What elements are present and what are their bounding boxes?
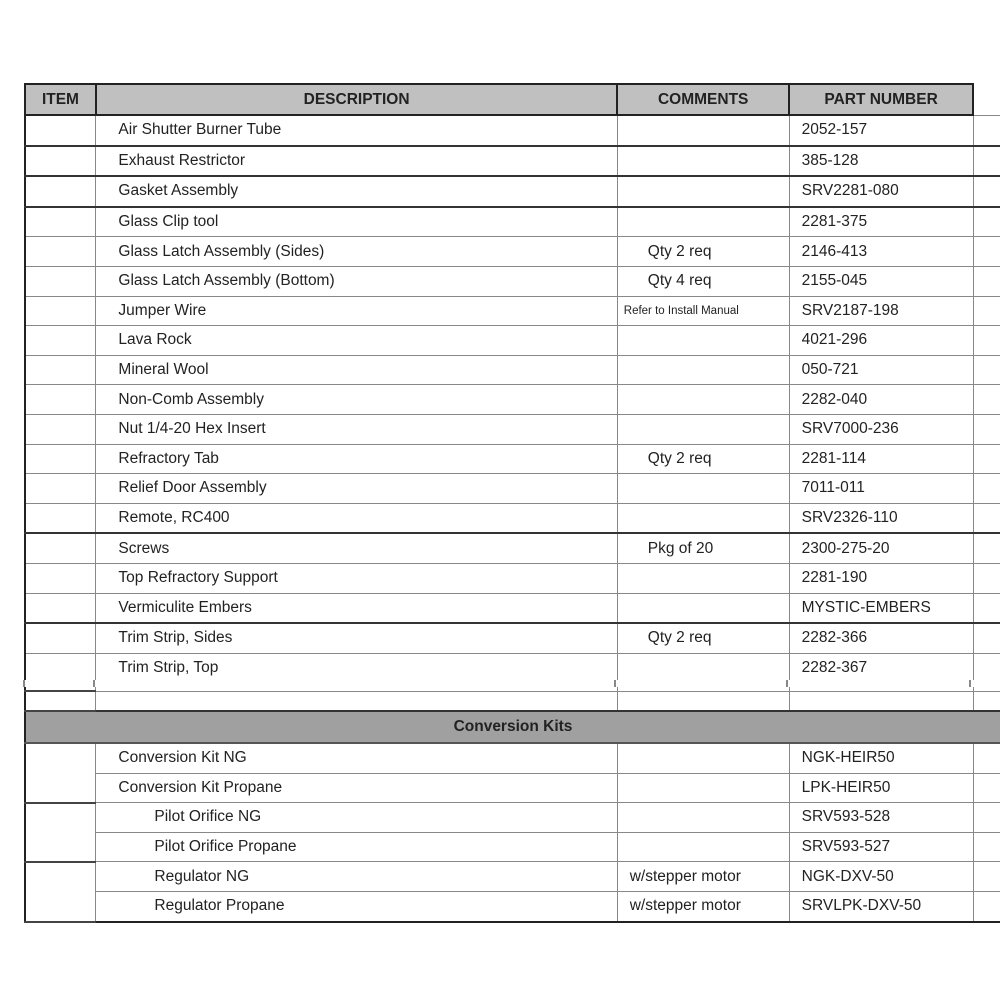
comments-cell — [617, 503, 789, 533]
description-cell: Vermiculite Embers — [96, 593, 617, 623]
description-cell: Screws — [96, 533, 617, 563]
table-row — [25, 444, 1000, 474]
description-cell: Jumper Wire — [96, 296, 617, 326]
table-break-tick — [786, 680, 788, 687]
table-row — [25, 385, 1000, 415]
kit-part-number-cell: SRV593-527 — [789, 832, 973, 862]
table-row — [25, 355, 1000, 385]
kit-comments-cell — [617, 773, 789, 803]
kit-comments-cell: w/stepper motor — [617, 862, 789, 892]
extra-cell — [973, 355, 1000, 385]
kit-item-cell — [25, 743, 96, 803]
description-cell: Refractory Tab — [96, 444, 617, 474]
parts-table-container — [24, 83, 1000, 713]
comments-cell: Pkg of 20 — [617, 533, 789, 563]
item-cell — [25, 326, 96, 356]
part-number-cell: MYSTIC-EMBERS — [789, 593, 973, 623]
kit-part-number-cell: NGK-HEIR50 — [789, 743, 973, 773]
description-cell: Exhaust Restrictor — [96, 146, 617, 177]
comments-cell — [617, 355, 789, 385]
item-cell — [25, 355, 96, 385]
comments-cell — [617, 593, 789, 623]
header-extra-column — [973, 84, 1000, 115]
extra-cell — [973, 623, 1000, 653]
kit-row — [25, 832, 1000, 862]
extra-cell — [973, 296, 1000, 326]
item-cell — [25, 533, 96, 563]
extra-cell — [973, 414, 1000, 444]
conversion-kits-container — [24, 690, 1000, 923]
extra-cell — [973, 653, 1000, 683]
kit-row — [25, 743, 1000, 773]
extra-cell — [973, 207, 1000, 237]
comments-cell: Qty 2 req — [617, 444, 789, 474]
part-number-cell: 2146-413 — [789, 237, 973, 267]
item-cell — [25, 115, 96, 146]
table-row — [25, 146, 1000, 177]
table-row — [25, 207, 1000, 237]
table-row — [25, 237, 1000, 267]
kit-comments-cell — [617, 832, 789, 862]
description-cell: Glass Latch Assembly (Sides) — [96, 237, 617, 267]
kit-extra-cell — [973, 862, 1000, 892]
spacer-cell — [973, 691, 1000, 711]
item-cell — [25, 146, 96, 177]
parts-table — [24, 83, 1000, 713]
comments-cell: Qty 4 req — [617, 266, 789, 296]
part-number-cell: 4021-296 — [789, 326, 973, 356]
kit-row — [25, 773, 1000, 803]
kit-item-cell — [25, 862, 96, 922]
extra-cell — [973, 593, 1000, 623]
item-cell — [25, 176, 96, 207]
part-number-cell: 2052-157 — [789, 115, 973, 146]
comments-cell — [617, 146, 789, 177]
conversion-kits-header-row — [25, 711, 1000, 743]
kit-extra-cell — [973, 773, 1000, 803]
part-number-cell: 2282-040 — [789, 385, 973, 415]
table-row — [25, 326, 1000, 356]
kit-part-number-cell: SRV593-528 — [789, 803, 973, 833]
part-number-cell: 050-721 — [789, 355, 973, 385]
table-break-tick — [23, 680, 25, 687]
part-number-cell: 385-128 — [789, 146, 973, 177]
item-cell — [25, 385, 96, 415]
header-comments: COMMENTS — [617, 84, 789, 115]
part-number-cell: 7011-011 — [789, 474, 973, 504]
kit-row — [25, 891, 1000, 921]
part-number-cell: 2281-375 — [789, 207, 973, 237]
kit-comments-cell: w/stepper motor — [617, 891, 789, 921]
description-cell: Gasket Assembly — [96, 176, 617, 207]
table-row — [25, 623, 1000, 653]
table-break — [20, 680, 1000, 687]
part-number-cell: SRV7000-236 — [789, 414, 973, 444]
header-item: ITEM — [25, 84, 96, 115]
description-cell: Air Shutter Burner Tube — [96, 115, 617, 146]
part-number-cell: 2282-367 — [789, 653, 973, 683]
table-row — [25, 474, 1000, 504]
item-cell — [25, 414, 96, 444]
description-cell: Remote, RC400 — [96, 503, 617, 533]
description-cell: Relief Door Assembly — [96, 474, 617, 504]
comments-cell: Qty 2 req — [617, 623, 789, 653]
part-number-cell: SRV2326-110 — [789, 503, 973, 533]
parts-table-body — [25, 115, 1000, 712]
item-cell — [25, 653, 96, 683]
item-cell — [25, 623, 96, 653]
conversion-kits-body — [25, 743, 1000, 922]
table-row — [25, 414, 1000, 444]
spacer-cell — [789, 691, 973, 711]
part-number-cell: 2281-114 — [789, 444, 973, 474]
part-number-cell: SRV2187-198 — [789, 296, 973, 326]
description-cell: Glass Latch Assembly (Bottom) — [96, 266, 617, 296]
spacer-cell — [617, 691, 789, 711]
comments-cell — [617, 176, 789, 207]
kit-row — [25, 862, 1000, 892]
description-cell: Trim Strip, Top — [96, 653, 617, 683]
description-cell: Mineral Wool — [96, 355, 617, 385]
item-cell — [25, 474, 96, 504]
part-number-cell: 2281-190 — [789, 563, 973, 593]
table-break-tick — [969, 680, 971, 687]
table-header-row — [25, 84, 1000, 115]
extra-cell — [973, 176, 1000, 207]
extra-cell — [973, 237, 1000, 267]
kit-item-cell — [25, 803, 96, 862]
description-cell: Non-Comb Assembly — [96, 385, 617, 415]
kit-part-number-cell: LPK-HEIR50 — [789, 773, 973, 803]
kit-description-cell: Regulator Propane — [96, 891, 617, 921]
kit-description-cell: Pilot Orifice Propane — [96, 832, 617, 862]
conversion-kits-table — [24, 690, 1000, 923]
extra-cell — [973, 146, 1000, 177]
table-row — [25, 266, 1000, 296]
extra-cell — [973, 563, 1000, 593]
header-description: DESCRIPTION — [96, 84, 617, 115]
table-row — [25, 296, 1000, 326]
part-number-cell: SRV2281-080 — [789, 176, 973, 207]
extra-cell — [973, 326, 1000, 356]
table-row — [25, 115, 1000, 146]
conversion-kits-title: Conversion Kits — [25, 711, 1000, 743]
table-row — [25, 653, 1000, 683]
table-row — [25, 563, 1000, 593]
kit-comments-cell — [617, 803, 789, 833]
comments-cell — [617, 385, 789, 415]
item-cell — [25, 563, 96, 593]
description-cell: Nut 1/4-20 Hex Insert — [96, 414, 617, 444]
item-cell — [25, 593, 96, 623]
kit-description-cell: Pilot Orifice NG — [96, 803, 617, 833]
spacer-row — [25, 691, 1000, 711]
item-cell — [25, 207, 96, 237]
kit-extra-cell — [973, 803, 1000, 833]
extra-cell — [973, 266, 1000, 296]
comments-cell — [617, 563, 789, 593]
item-cell — [25, 444, 96, 474]
extra-cell — [973, 503, 1000, 533]
description-cell: Lava Rock — [96, 326, 617, 356]
comments-cell — [617, 207, 789, 237]
table-row — [25, 176, 1000, 207]
item-cell — [25, 296, 96, 326]
comments-cell — [617, 474, 789, 504]
comments-cell: Qty 2 req — [617, 237, 789, 267]
item-cell — [25, 237, 96, 267]
comments-cell — [617, 326, 789, 356]
kit-row — [25, 803, 1000, 833]
table-break-tick — [614, 680, 616, 687]
comments-cell — [617, 653, 789, 683]
extra-cell — [973, 474, 1000, 504]
kit-description-cell: Regulator NG — [96, 862, 617, 892]
kit-description-cell: Conversion Kit Propane — [96, 773, 617, 803]
part-number-cell: 2155-045 — [789, 266, 973, 296]
table-row — [25, 503, 1000, 533]
description-cell: Trim Strip, Sides — [96, 623, 617, 653]
kit-extra-cell — [973, 743, 1000, 773]
kit-comments-cell — [617, 743, 789, 773]
kit-extra-cell — [973, 832, 1000, 862]
table-break-tick — [93, 680, 95, 687]
extra-cell — [973, 115, 1000, 146]
extra-cell — [973, 533, 1000, 563]
kit-part-number-cell: NGK-DXV-50 — [789, 862, 973, 892]
item-cell — [25, 503, 96, 533]
description-cell: Top Refractory Support — [96, 563, 617, 593]
extra-cell — [973, 444, 1000, 474]
header-part-number: PART NUMBER — [789, 84, 973, 115]
comments-cell: Refer to Install Manual — [617, 296, 789, 326]
comments-cell — [617, 414, 789, 444]
spacer-cell — [96, 691, 617, 711]
part-number-cell: 2282-366 — [789, 623, 973, 653]
comments-cell — [617, 115, 789, 146]
extra-cell — [973, 385, 1000, 415]
table-row — [25, 533, 1000, 563]
spacer-cell — [25, 691, 96, 711]
kit-part-number-cell: SRVLPK-DXV-50 — [789, 891, 973, 921]
part-number-cell: 2300-275-20 — [789, 533, 973, 563]
kit-extra-cell — [973, 891, 1000, 921]
kit-description-cell: Conversion Kit NG — [96, 743, 617, 773]
table-row — [25, 593, 1000, 623]
item-cell — [25, 266, 96, 296]
description-cell: Glass Clip tool — [96, 207, 617, 237]
